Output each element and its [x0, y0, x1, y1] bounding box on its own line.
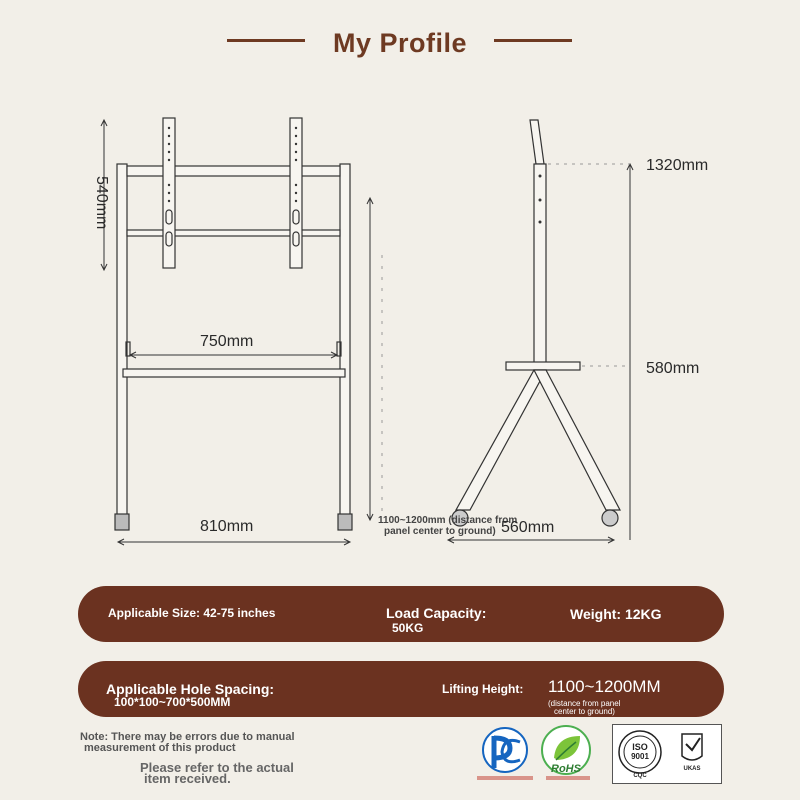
pccc-caption: [477, 776, 533, 780]
side-top-height-label: 1320mm: [646, 157, 709, 174]
pccc-certification-logo: [480, 726, 530, 782]
load-capacity-value: 50KG: [392, 621, 424, 635]
hole-spacing-value: 100*100~700*500MM: [114, 695, 231, 709]
weight-text: Weight: 12KG: [570, 606, 662, 622]
refer-note-line2: item received.: [144, 771, 231, 786]
iso-cqc-certification-logo: [612, 724, 722, 784]
load-capacity-label: Load Capacity:: [386, 605, 487, 621]
iso-number: 9001: [631, 752, 649, 761]
lifting-height-note-line2: center to ground): [554, 707, 615, 716]
side-depth-label: 560mm: [501, 519, 555, 536]
hole-spacing-label: Applicable Hole Spacing:: [106, 681, 275, 697]
spec-banner-size-load-weight: [78, 586, 724, 642]
error-note-line1: Note: There may be errors due to manual: [80, 731, 295, 743]
rohs-certification-logo: [540, 724, 592, 782]
rohs-caption: [546, 776, 590, 780]
iso-text: ISO: [632, 742, 648, 752]
page-title: My Profile: [332, 28, 468, 58]
spec-banner-holes-lifting: [78, 661, 724, 717]
lifting-height-value: 1100~1200MM: [548, 677, 661, 696]
refer-note-line1: Please refer to the actual: [140, 760, 294, 775]
front-height-label: 540mm: [93, 176, 110, 230]
error-note-line2: measurement of this product: [84, 742, 236, 754]
cqc-text: CQC: [633, 773, 647, 779]
front-view-drawing: [115, 118, 352, 530]
lifting-height-label: Lifting Height:: [442, 682, 524, 696]
ukas-text: UKAS: [683, 766, 701, 772]
side-view-drawing: [452, 120, 620, 526]
side-shelf-height-label: 580mm: [646, 360, 700, 377]
front-distance-label-line2: panel center to ground): [384, 526, 496, 537]
front-inner-width-label: 750mm: [200, 333, 254, 350]
lifting-height-note-line1: (distance from panel: [548, 699, 621, 708]
rohs-text: RoHS: [551, 763, 581, 775]
applicable-size-text: Applicable Size: 42-75 inches: [108, 606, 276, 620]
front-distance-label-line1: 1100~1200mm (distance from: [378, 515, 518, 526]
front-outer-width-label: 810mm: [200, 518, 254, 535]
